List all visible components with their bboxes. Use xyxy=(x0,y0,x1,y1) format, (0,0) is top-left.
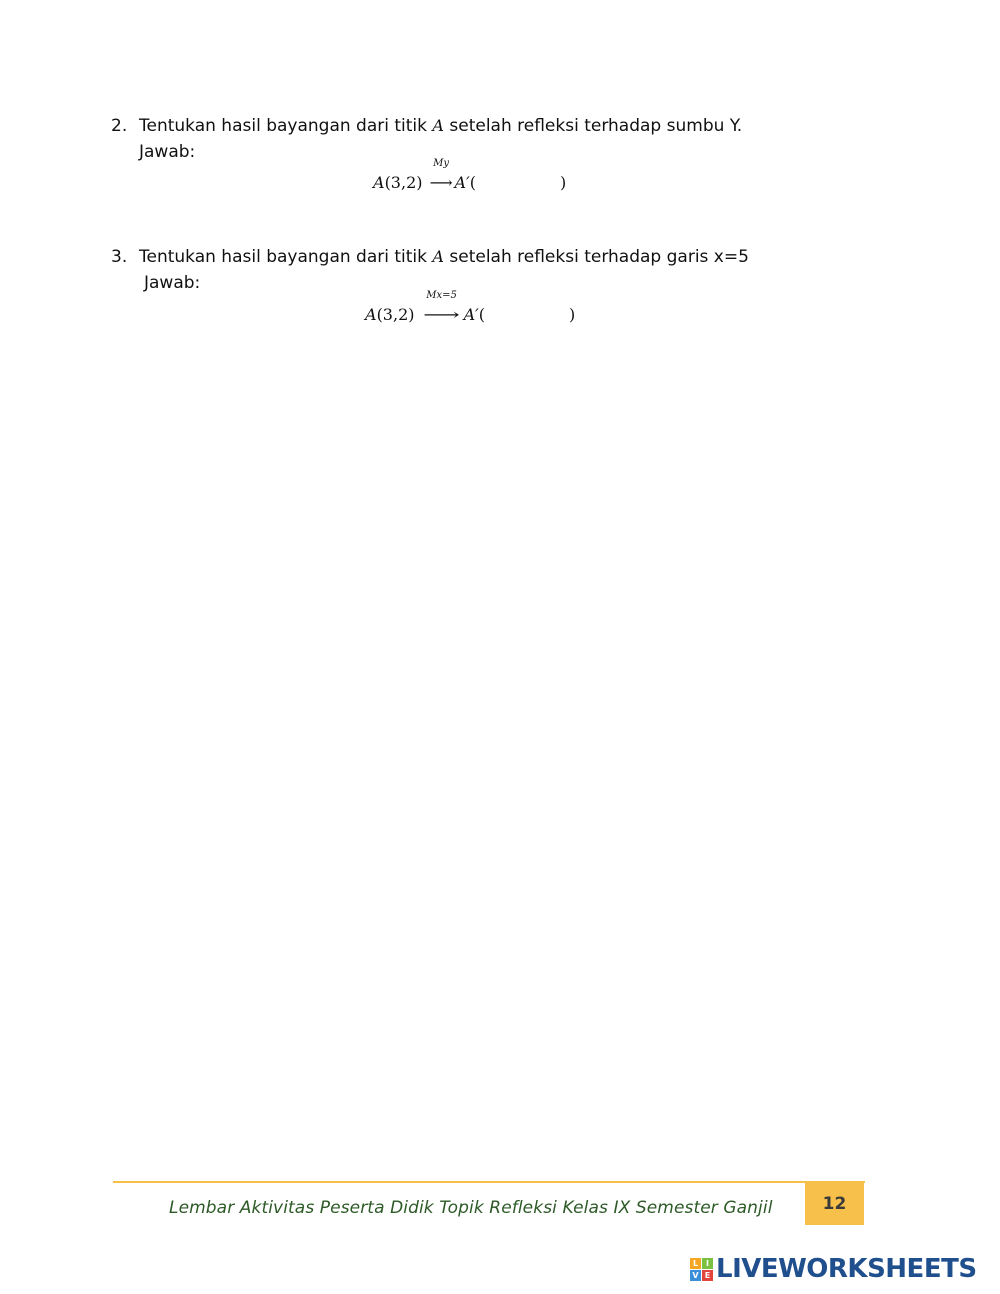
question-2 xyxy=(111,115,742,137)
page-number-box xyxy=(805,1182,864,1225)
liveworksheets-logo xyxy=(690,1253,977,1285)
open-paren: ( xyxy=(478,305,486,324)
arrow-label: Mx=5 xyxy=(426,290,457,301)
open-paren: ( xyxy=(469,173,476,192)
footer-divider xyxy=(113,1181,865,1183)
question-text-end: setelah refleksi terhadap garis x=5 xyxy=(443,247,749,267)
question-text-start: Tentukan hasil bayangan dari titik xyxy=(139,247,433,267)
footer-title: Lembar Aktivitas Peserta Didik Topik Refleksi Kelas IX Semester Ganjil xyxy=(169,1198,773,1218)
formula-image: A′ xyxy=(463,305,479,324)
arrow-icon: ⟶ xyxy=(429,173,453,192)
question-3 xyxy=(111,246,749,268)
formula-source-coords: (3,2) xyxy=(384,173,423,192)
formula-image: A′ xyxy=(454,173,470,192)
formula-arrow xyxy=(429,158,453,193)
logo-tile-e: E xyxy=(702,1270,713,1281)
logo-tile-i: I xyxy=(702,1258,713,1269)
answer-label: Jawab: xyxy=(144,273,201,293)
variable-a: A xyxy=(432,116,444,135)
answer-label: Jawab: xyxy=(139,142,196,162)
formula-source-coords: (3,2) xyxy=(376,305,415,324)
formula-source: A xyxy=(365,305,377,324)
logo-icon xyxy=(690,1258,713,1281)
formula-arrow xyxy=(422,290,462,325)
logo-tile-l: L xyxy=(690,1258,701,1269)
reflection-formula xyxy=(373,158,567,193)
arrow-icon: ⟶ xyxy=(423,305,460,324)
logo-text: LIVEWORKSHEETS xyxy=(716,1254,977,1284)
question-text-end: setelah refleksi terhadap sumbu Y. xyxy=(443,116,743,136)
close-paren: ) xyxy=(569,305,576,324)
question-number: 2. xyxy=(111,116,128,136)
question-number: 3. xyxy=(111,247,128,267)
logo-tile-v: V xyxy=(690,1270,701,1281)
question-text-start: Tentukan hasil bayangan dari titik xyxy=(139,116,433,136)
page-number: 12 xyxy=(822,1194,847,1214)
close-paren: ) xyxy=(559,173,567,192)
variable-a: A xyxy=(432,247,444,266)
arrow-label: My xyxy=(433,158,449,169)
reflection-formula xyxy=(365,290,576,325)
formula-source: A xyxy=(373,173,385,192)
